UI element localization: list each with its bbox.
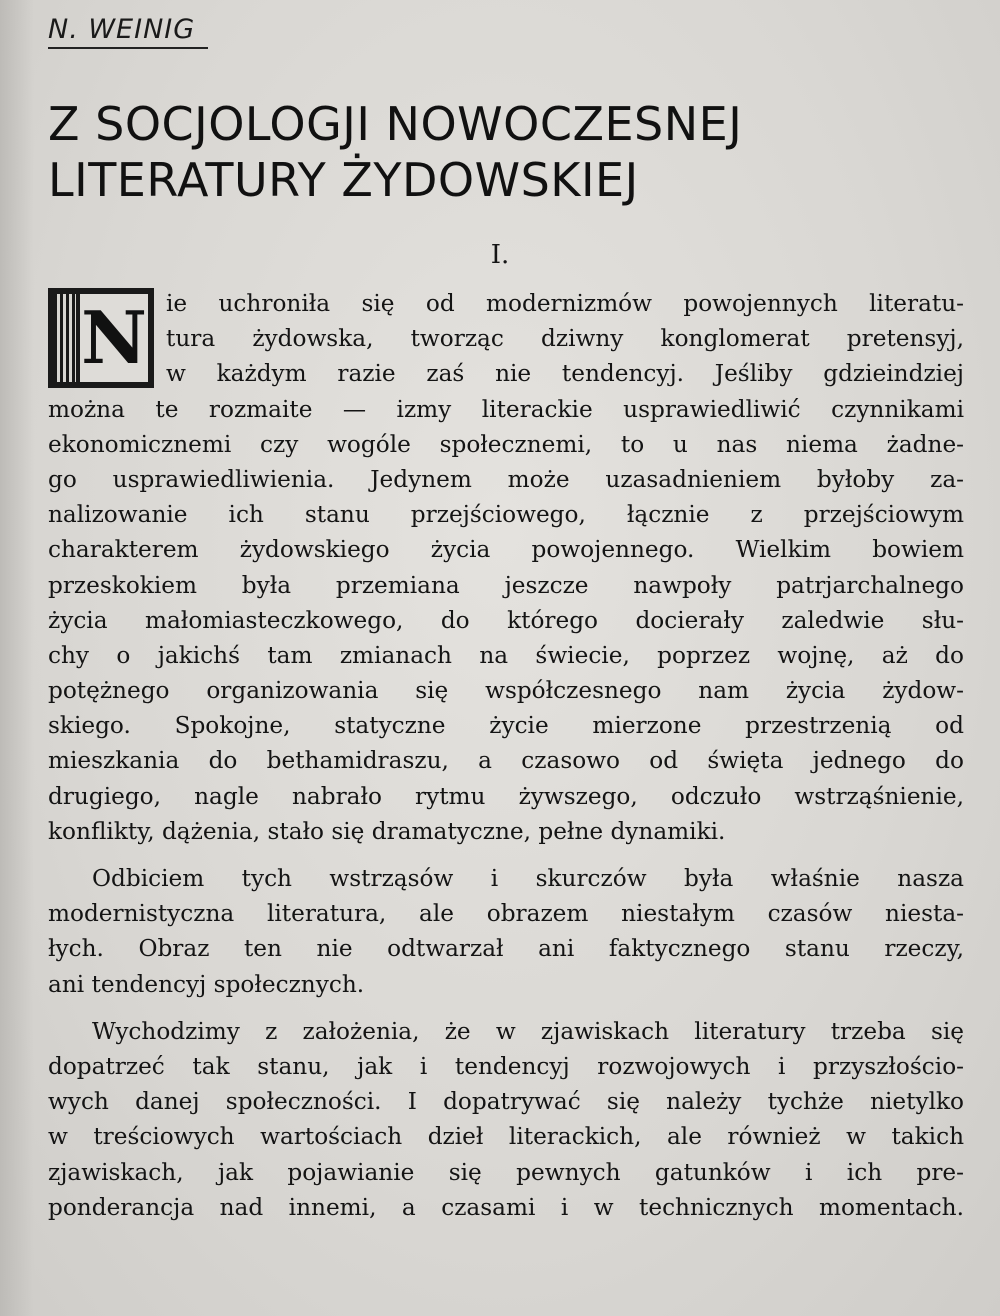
text-line: drugiego, nagle nabrało rytmu żywszego, odczuło wstrząśnienie, <box>48 782 964 810</box>
paragraph-gap <box>48 1002 964 1014</box>
text-line: modernistyczna literatura, ale obrazem niestałym czasów niesta- <box>48 900 964 928</box>
text-line: w treściowych wartościach dzieł literackich, ale również w takich <box>48 1123 964 1151</box>
drop-cap-letter: N <box>81 295 147 380</box>
text-line: charakterem żydowskiego życia powojennego. Wielkim bowiem <box>48 536 964 564</box>
text-line: przeskokiem była przemiana jeszcze nawpoły patrjarchalnego <box>48 571 964 599</box>
text-line: zjawiskach, jak pojawianie się pewnych gatunków i ich pre- <box>48 1158 964 1186</box>
article-title <box>48 96 948 208</box>
text-line: konflikty, dążenia, stało się dramatyczne, pełne dynamiki. <box>48 817 726 845</box>
text-line: skiego. Spokojne, statyczne życie mierzone przestrzenią od <box>48 712 964 740</box>
text-line: można te rozmaite — izmy literackie usprawiedliwić czynnikami <box>48 395 964 423</box>
text-line: ie uchroniła się od modernizmów powojennych literatu- <box>166 290 964 317</box>
text-line: ani tendencyj społecznych. <box>48 970 365 998</box>
text-line: Odbiciem tych wstrząsów i skurczów była właśnie nasza <box>92 865 964 892</box>
article-body <box>48 286 964 1225</box>
author-name: N. WEINIG <box>48 14 208 49</box>
text-line: życia małomiasteczkowego, do którego docierały zaledwie słu- <box>48 606 964 634</box>
text-line: go usprawiedliwienia. Jedynem może uzasadnieniem byłoby za- <box>48 465 964 493</box>
text-line: nalizowanie ich stanu przejściowego, łącznie z przejściowym <box>48 501 964 529</box>
title-line-1: Z SOCJOLOGJI NOWOCZESNEJ <box>48 97 743 151</box>
text-line: tura żydowska, tworząc dziwny konglomerat pretensyj, <box>166 325 964 353</box>
text-line: łych. Obraz ten nie odtwarzał ani faktycznego stanu rzeczy, <box>48 935 964 963</box>
paragraph-gap <box>48 849 964 861</box>
text-line: wych danej społeczności. I dopatrywać się należy tychże nietylko <box>48 1088 964 1116</box>
text-line: dopatrzeć tak stanu, jak i tendencyj rozwojowych i przyszłościo- <box>48 1052 964 1080</box>
text-line: chy o jakichś tam zmianach na świecie, poprzez wojnę, aż do <box>48 641 964 669</box>
text-line: ekonomicznemi czy wogóle społecznemi, to u nas niema żadne- <box>48 430 964 458</box>
text-line: w każdym razie zaś nie tendencyj. Jeśliby gdzieindziej <box>166 360 964 388</box>
section-number: I. <box>490 240 510 270</box>
text-line: potężnego organizowania się współczesnego nam życia żydow- <box>48 677 964 705</box>
text-line: Wychodzimy z założenia, że w zjawiskach literatury trzeba się <box>92 1017 964 1045</box>
text-line: mieszkania do bethamidraszu, a czasowo od święta jednego do <box>48 747 964 775</box>
text-line: ponderancja nad innemi, a czasami i w technicznych momentach. <box>48 1193 964 1221</box>
page-edge-shadow <box>0 0 34 1316</box>
title-line-2: LITERATURY ŻYDOWSKIEJ <box>48 153 639 207</box>
